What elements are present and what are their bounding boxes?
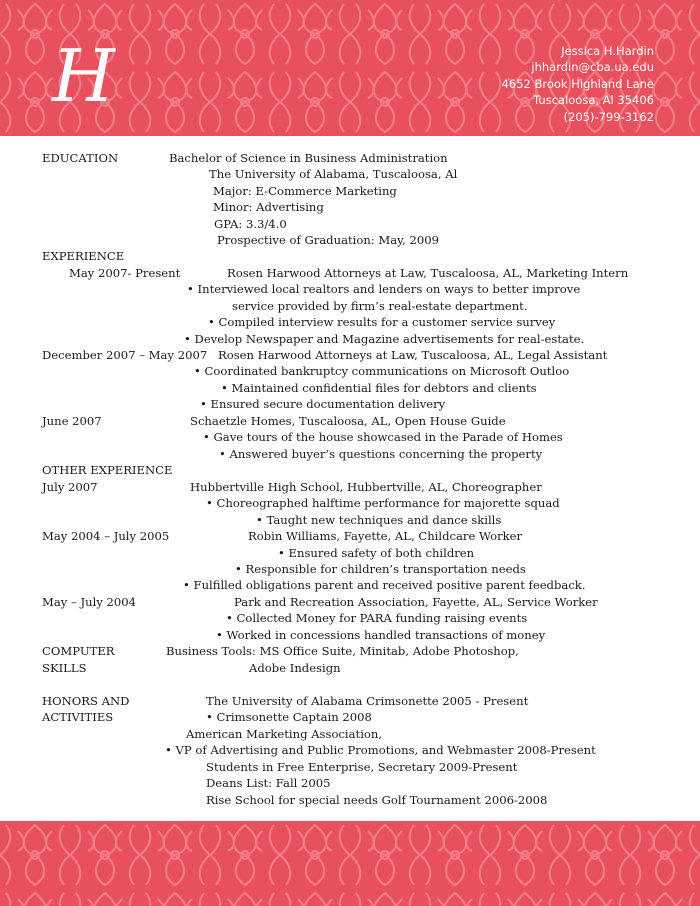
contact-email[interactable]: jhhardin@cba.ua.edu bbox=[531, 60, 654, 75]
job-title: Park and Recreation Association, Fayette, AL, Service Worker bbox=[234, 595, 598, 609]
job-bullet: • Compiled interview results for a customer service survey bbox=[208, 315, 556, 329]
honors-line: The University of Alabama Crimsonette 2005 - Present bbox=[206, 694, 529, 708]
section-label-honors: HONORS AND bbox=[42, 694, 130, 708]
job-date: May 2007- Present bbox=[69, 266, 181, 280]
job-date: July 2007 bbox=[42, 480, 98, 494]
education-school: The University of Alabama, Tuscaloosa, Al bbox=[209, 167, 458, 181]
job-date: May 2004 – July 2005 bbox=[42, 529, 170, 543]
honors-line: American Marketing Association, bbox=[186, 727, 383, 741]
footer-banner bbox=[0, 821, 700, 906]
section-label-skills: SKILLS bbox=[42, 661, 87, 675]
job-bullet: • Answered buyer’s questions concerning the property bbox=[219, 447, 543, 461]
honors-line: Students in Free Enterprise, Secretary 2009-Present bbox=[206, 760, 518, 774]
honors-line: Deans List: Fall 2005 bbox=[206, 776, 331, 790]
skills-line: Business Tools: MS Office Suite, Minitab, Adobe Photoshop, bbox=[166, 644, 519, 658]
job-title: Rosen Harwood Attorneys at Law, Tuscaloosa, AL, Legal Assistant bbox=[218, 348, 608, 362]
skills-line: Adobe Indesign bbox=[249, 661, 341, 675]
section-label-experience: EXPERIENCE bbox=[42, 249, 125, 263]
damask-pattern bbox=[0, 821, 700, 906]
job-bullet: • Coordinated bankruptcy communications on Microsoft Outloo bbox=[194, 364, 570, 378]
job-bullet: • Gave tours of the house showcased in the Parade of Homes bbox=[203, 430, 563, 444]
contact-name: Jessica H.Hardin bbox=[561, 44, 654, 58]
job-bullet: • Ensured secure documentation delivery bbox=[200, 397, 446, 411]
job-bullet: • Responsible for children’s transportation needs bbox=[235, 562, 526, 576]
job-bullet: • Worked in concessions handled transactions of money bbox=[216, 628, 546, 642]
job-bullet: • Choreographed halftime performance for majorette squad bbox=[206, 496, 560, 510]
education-gpa: GPA: 3.3/4.0 bbox=[214, 217, 287, 231]
honors-line: • Crimsonette Captain 2008 bbox=[206, 710, 372, 724]
job-bullet: • Develop Newspaper and Magazine advertisements for real-estate. bbox=[184, 332, 585, 346]
contact-address: 4652 Brook Highland Lane bbox=[501, 76, 654, 91]
section-label-education: EDUCATION bbox=[42, 151, 119, 165]
section-label-activities: ACTIVITIES bbox=[42, 710, 114, 724]
job-bullet: • Ensured safety of both children bbox=[278, 546, 475, 560]
job-title: Robin Williams, Fayette, AL, Childcare Worker bbox=[248, 529, 523, 543]
contact-city: Tuscaloosa, Al 35406 bbox=[533, 93, 654, 108]
job-date: May – July 2004 bbox=[42, 595, 137, 609]
job-bullet: • Interviewed local realtors and lenders on ways to better improve bbox=[187, 282, 581, 296]
job-date: June 2007 bbox=[42, 414, 102, 428]
job-title: Hubbertville High School, Hubbertville, AL, Choreographer bbox=[190, 480, 542, 494]
job-bullet: • Maintained confidential files for debtors and clients bbox=[221, 381, 537, 395]
honors-line: • VP of Advertising and Public Promotions, and Webmaster 2008-Present bbox=[165, 743, 596, 757]
job-title: Rosen Harwood Attorneys at Law, Tuscaloosa, AL, Marketing Intern bbox=[227, 266, 629, 280]
honors-line: Rise School for special needs Golf Tournament 2006-2008 bbox=[206, 793, 548, 807]
education-graduation: Prospective of Graduation: May, 2009 bbox=[217, 233, 440, 247]
job-bullet: service provided by firm’s real-estate department. bbox=[232, 299, 528, 313]
education-major: Major: E-Commerce Marketing bbox=[213, 184, 397, 198]
job-title: Schaetzle Homes, Tuscaloosa, AL, Open House Guide bbox=[190, 414, 506, 428]
job-date: December 2007 – May 2007 bbox=[42, 348, 208, 362]
section-label-computer: COMPUTER bbox=[42, 644, 115, 658]
job-bullet: • Taught new techniques and dance skills bbox=[256, 513, 502, 527]
monogram-logo: H bbox=[52, 34, 115, 118]
education-minor: Minor: Advertising bbox=[213, 200, 324, 214]
contact-phone: (205)-799-3162 bbox=[563, 109, 654, 124]
job-bullet: • Collected Money for PARA funding raising events bbox=[226, 611, 528, 625]
section-label-other-experience: OTHER EXPERIENCE bbox=[42, 463, 173, 477]
job-bullet: • Fulfilled obligations parent and received positive parent feedback. bbox=[183, 578, 586, 592]
education-degree: Bachelor of Science in Business Administration bbox=[169, 151, 448, 165]
